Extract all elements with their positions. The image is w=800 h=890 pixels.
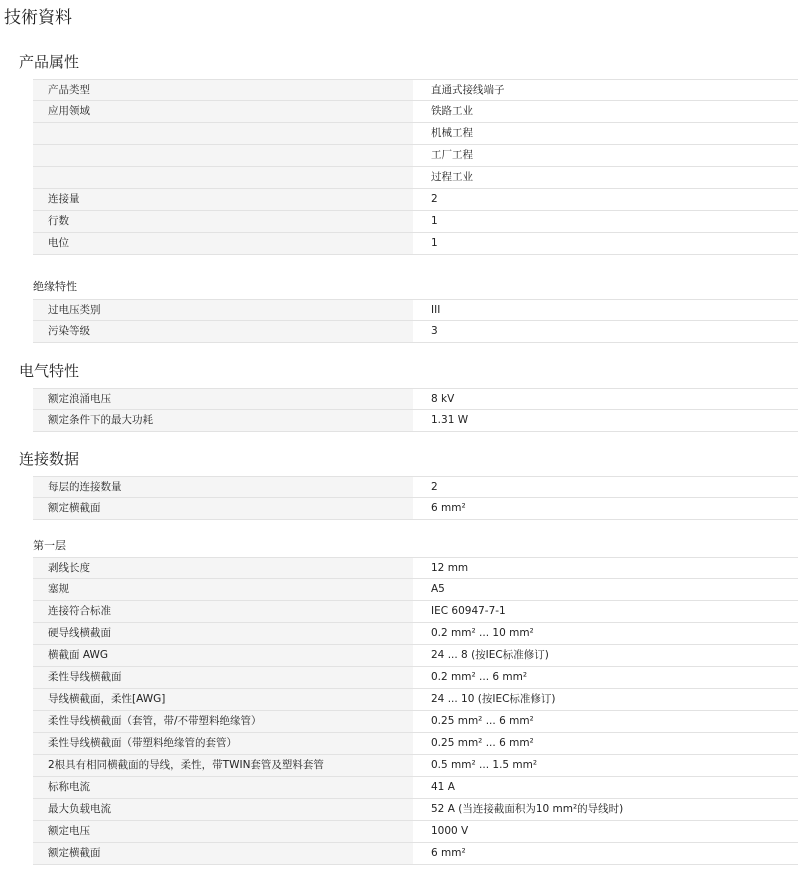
table-row [33,777,798,799]
connection-table [33,476,798,520]
row-value: 0.2 mm² ... 10 mm² [415,623,798,644]
table-row [33,557,798,579]
row-label [33,167,413,188]
row-value: 1 [415,211,798,232]
row-value: 0.25 mm² ... 6 mm² [415,711,798,732]
section-title-connection: 连接数据 [19,450,80,468]
row-value: 6 mm² [415,498,798,519]
row-label [33,123,413,144]
row-value: 1.31 W [415,410,798,431]
table-row [33,167,798,189]
row-label: 柔性导线横截面（套管，带/不带塑料绝缘管） [33,711,413,732]
row-value: 41 A [415,777,798,798]
level1-table [33,557,798,865]
row-label: 额定条件下的最大功耗 [33,410,413,431]
table-row [33,299,798,321]
table-row [33,799,798,821]
row-label: 行数 [33,211,413,232]
table-row [33,689,798,711]
row-value: 过程工业 [415,167,798,188]
table-row [33,79,798,101]
row-value: 24 ... 10 (按IEC标准修订) [415,689,798,710]
row-label: 硬导线横截面 [33,623,413,644]
row-label: 额定横截面 [33,843,413,864]
row-label: 额定电压 [33,821,413,842]
row-value: 6 mm² [415,843,798,864]
row-value: 0.25 mm² ... 6 mm² [415,733,798,754]
table-row [33,601,798,623]
table-row [33,123,798,145]
row-label [33,145,413,166]
table-row [33,711,798,733]
row-label: 过电压类别 [33,300,413,320]
table-row [33,733,798,755]
row-value: IEC 60947-7-1 [415,601,798,622]
product-properties-table [33,79,798,255]
insulation-table [33,299,798,343]
row-label: 标称电流 [33,777,413,798]
table-row [33,623,798,645]
row-label: 产品类型 [33,80,413,100]
subsection-title-insulation: 绝缘特性 [33,280,77,293]
row-label: 污染等级 [33,321,413,342]
table-row [33,843,798,865]
row-value: 24 ... 8 (按IEC标准修订) [415,645,798,666]
table-row [33,821,798,843]
row-value: 1000 V [415,821,798,842]
row-label: 剥线长度 [33,558,413,578]
table-row [33,645,798,667]
row-value: 2 [415,189,798,210]
row-value: 2 [415,477,798,497]
row-label: 每层的连接数量 [33,477,413,497]
row-label: 柔性导线横截面（带塑料绝缘管的套管） [33,733,413,754]
row-value: 直通式接线端子 [415,80,798,100]
page-title: 技術資料 [4,8,72,28]
row-value: 1 [415,233,798,254]
row-value: 8 kV [415,389,798,409]
row-value: 0.5 mm² ... 1.5 mm² [415,755,798,776]
row-label: 额定横截面 [33,498,413,519]
row-label: 塞规 [33,579,413,600]
section-title-product: 产品属性 [19,53,80,71]
table-row [33,211,798,233]
table-row [33,101,798,123]
row-label: 2根具有相同横截面的导线，柔性，带TWIN套管及塑料套管 [33,755,413,776]
section-title-electrical: 电气特性 [19,362,80,380]
table-row [33,388,798,410]
table-row [33,476,798,498]
table-row [33,498,798,520]
row-value: 12 mm [415,558,798,578]
row-value: 铁路工业 [415,101,798,122]
row-value: III [415,300,798,320]
row-label: 应用领域 [33,101,413,122]
subsection-title-level1: 第一层 [33,539,66,552]
row-label: 额定浪涌电压 [33,389,413,409]
row-label: 横截面 AWG [33,645,413,666]
row-value: 0.2 mm² ... 6 mm² [415,667,798,688]
table-row [33,667,798,689]
row-label: 柔性导线横截面 [33,667,413,688]
electrical-table [33,388,798,432]
table-row [33,233,798,255]
table-row [33,410,798,432]
table-row [33,321,798,343]
table-row [33,145,798,167]
row-label: 电位 [33,233,413,254]
row-value: 52 A (当连接截面积为10 mm²的导线时) [415,799,798,820]
row-label: 连接符合标准 [33,601,413,622]
table-row [33,579,798,601]
table-row [33,755,798,777]
row-value: A5 [415,579,798,600]
row-value: 工厂工程 [415,145,798,166]
row-label: 最大负载电流 [33,799,413,820]
row-label: 导线横截面，柔性[AWG] [33,689,413,710]
row-label: 连接量 [33,189,413,210]
table-row [33,189,798,211]
row-value: 机械工程 [415,123,798,144]
row-value: 3 [415,321,798,342]
